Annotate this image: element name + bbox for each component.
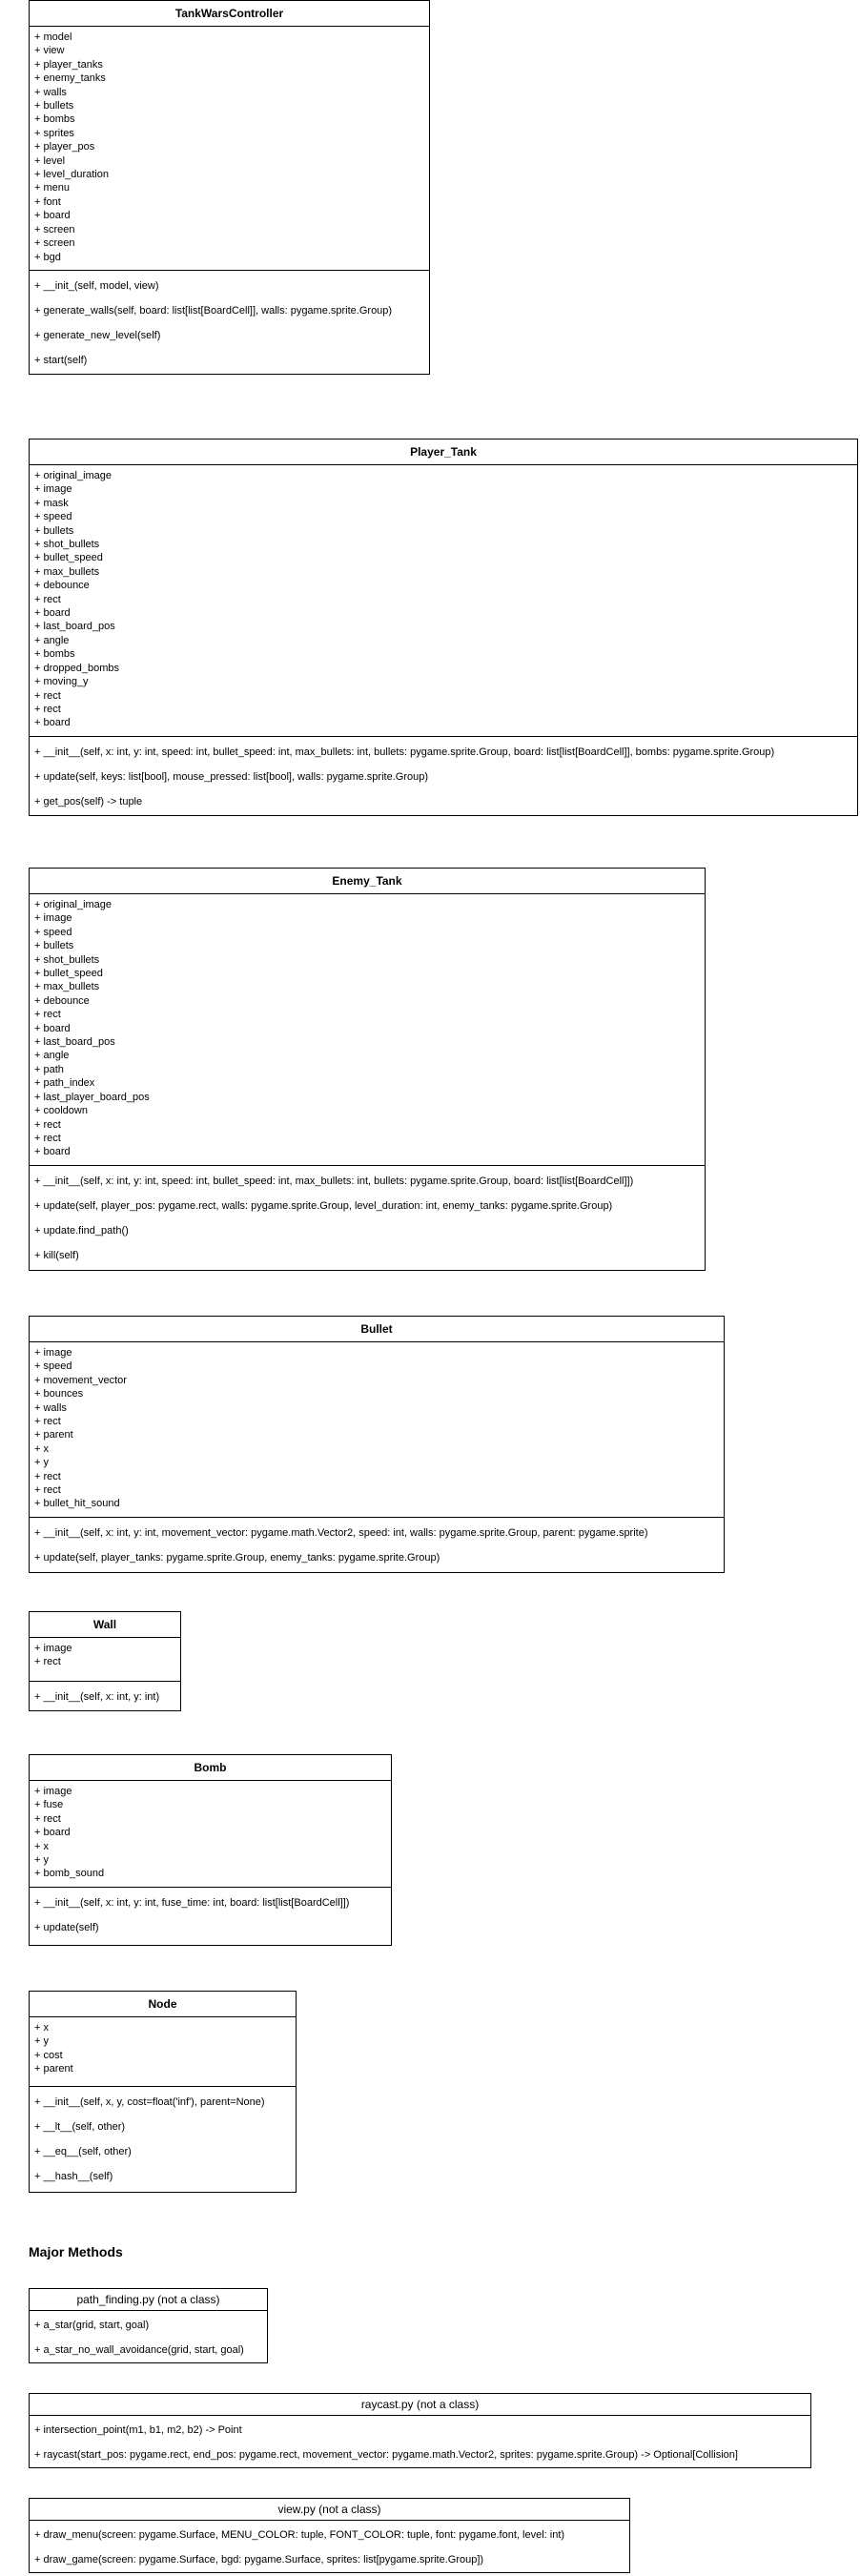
attribute-row: + bullet_hit_sound [34, 1498, 120, 1510]
attribute-row: + rect [34, 1484, 61, 1497]
attribute-row: + debounce [34, 580, 90, 592]
attribute-row: + player_tanks [34, 58, 103, 71]
module-name: view.py (not a class) [30, 2499, 629, 2521]
attribute-row: + board [34, 607, 71, 620]
attribute-row: + max_bullets [34, 565, 100, 578]
attribute-row: + bomb_sound [34, 1868, 105, 1880]
module-raycast [29, 2393, 811, 2468]
attribute-row: + board [34, 1146, 71, 1158]
attribute-row: + screen [34, 237, 75, 250]
method-list [30, 271, 429, 375]
attribute-list [30, 1638, 180, 1682]
method-row: + a_star(grid, start, goal) [34, 2320, 150, 2331]
attribute-row: + fuse [34, 1799, 64, 1811]
attribute-row: + dropped_bombs [34, 662, 119, 674]
attribute-row: + shot_bullets [34, 539, 100, 551]
module-view [29, 2498, 630, 2573]
attribute-row: + parent [34, 1429, 73, 1441]
class-bullet [29, 1316, 725, 1573]
attribute-row: + board [34, 1022, 71, 1034]
attribute-row: + board [34, 717, 71, 729]
method-row: + update.find_path() [34, 1224, 129, 1237]
class-name: Bullet [30, 1317, 724, 1342]
attribute-list [30, 27, 429, 271]
class-name: Node [30, 1992, 296, 2017]
method-list [30, 1682, 180, 1711]
attribute-list [30, 1781, 391, 1888]
class-wall [29, 1611, 181, 1711]
class-player-tank [29, 439, 858, 816]
attribute-row: + moving_y [34, 676, 89, 688]
attribute-list [30, 894, 705, 1166]
attribute-row: + speed [34, 1360, 72, 1373]
method-row: + kill(self) [34, 1249, 79, 1261]
method-row: + __init__(self, x: int, y: int, speed: int, bullet_speed: int, max_bullets: int, bullets: pygame.sprite.Group, board: list[list[BoardCell]]) [34, 1175, 634, 1187]
attribute-row: + level_duration [34, 169, 109, 181]
module-name: raycast.py (not a class) [30, 2394, 810, 2416]
attribute-row: + view [34, 45, 65, 57]
attribute-row: + rect [34, 1118, 61, 1131]
attribute-row: + image [34, 1786, 72, 1797]
attribute-row: + menu [34, 182, 70, 194]
attribute-row: + rect [34, 1812, 61, 1825]
attribute-row: + y [34, 2035, 49, 2048]
attribute-row: + movement_vector [34, 1374, 127, 1386]
attribute-row: + rect [34, 1009, 61, 1021]
attribute-row: + walls [34, 1401, 67, 1414]
attribute-row: + bounces [34, 1388, 84, 1400]
method-row: + __init__(self, x: int, y: int, fuse_time: int, board: list[list[BoardCell]]) [34, 1896, 350, 1909]
method-row: + update(self) [34, 1921, 99, 1933]
attribute-row: + shot_bullets [34, 953, 100, 966]
attribute-row: + walls [34, 86, 67, 98]
attribute-row: + player_pos [34, 141, 95, 153]
method-row: + __init__(self, x, y, cost=float('inf'), parent=None) [34, 2096, 265, 2108]
attribute-row: + debounce [34, 994, 90, 1007]
method-row: + __init__(self, x: int, y: int, movement_vector: pygame.math.Vector2, speed: int, walls: pygame.sprite.Group, parent: pygame.sprite) [34, 1526, 648, 1539]
attribute-row: + rect [34, 1656, 61, 1668]
attribute-row: + image [34, 483, 72, 496]
method-row: + start(self) [34, 354, 88, 366]
attribute-row: + bullet_speed [34, 552, 103, 564]
attribute-row: + bullets [34, 524, 74, 537]
attribute-row: + font [34, 195, 61, 208]
method-row: + __lt__(self, other) [34, 2120, 126, 2133]
attribute-row: + mask [34, 497, 69, 509]
attribute-row: + rect [34, 1416, 61, 1428]
method-row: + __init__(self, x: int, y: int, speed: int, bullet_speed: int, max_bullets: int, bullets: pygame.sprite.Group, board: list[list[BoardCell]], bombs: pygame.sprite.Group) [34, 746, 775, 758]
attribute-row: + board [34, 1827, 71, 1839]
attribute-row: + x [34, 2022, 49, 2034]
method-row: + __init__(self, x: int, y: int) [34, 1690, 160, 1703]
module-path-finding [29, 2288, 268, 2363]
class-name: Wall [30, 1612, 180, 1638]
attribute-row: + rect [34, 1132, 61, 1144]
attribute-row: + original_image [34, 470, 113, 481]
method-row: + draw_game(screen: pygame.Surface, bgd: pygame.Surface, sprites: list[pygame.sprite.Group]) [34, 2554, 484, 2566]
method-row: + a_star_no_wall_avoidance(grid, start, goal) [34, 2344, 244, 2356]
class-name: TankWarsController [30, 1, 429, 27]
method-row: + generate_new_level(self) [34, 329, 161, 341]
attribute-row: + speed [34, 511, 72, 523]
attribute-row: + y [34, 1854, 49, 1867]
major-methods-heading: Major Methods [29, 2244, 123, 2259]
method-row: + draw_menu(screen: pygame.Surface, MENU_COLOR: tuple, FONT_COLOR: tuple, font: pygame.font, level: int) [34, 2529, 565, 2541]
attribute-row: + x [34, 1840, 49, 1852]
attribute-row: + bombs [34, 113, 75, 126]
method-row: + update(self, player_pos: pygame.rect, walls: pygame.sprite.Group, level_duration: int, enemy_tanks: pygame.sprite.Group) [34, 1199, 613, 1212]
attribute-row: + max_bullets [34, 981, 100, 993]
method-list [30, 2521, 629, 2574]
method-list [30, 1166, 705, 1270]
method-list [30, 2087, 296, 2191]
attribute-row: + enemy_tanks [34, 72, 106, 85]
attribute-row: + x [34, 1442, 49, 1455]
attribute-row: + rect [34, 1470, 61, 1482]
attribute-row: + angle [34, 1050, 70, 1062]
class-name: Enemy_Tank [30, 869, 705, 894]
attribute-row: + y [34, 1457, 49, 1469]
method-row: + get_pos(self) -> tuple [34, 795, 143, 808]
attribute-row: + bgd [34, 251, 61, 263]
attribute-row: + speed [34, 926, 72, 938]
class-tankwarscontroller [29, 0, 430, 375]
attribute-row: + level [34, 154, 66, 167]
class-name: Player_Tank [30, 440, 857, 465]
attribute-row: + path_index [34, 1077, 95, 1090]
attribute-row: + image [34, 1347, 72, 1359]
attribute-row: + cooldown [34, 1105, 88, 1117]
attribute-row: + image [34, 1643, 72, 1654]
attribute-row: + parent [34, 2063, 73, 2075]
class-bomb [29, 1754, 392, 1946]
attribute-row: + bombs [34, 648, 75, 661]
attribute-row: + cost [34, 2049, 63, 2061]
attribute-row: + screen [34, 223, 75, 235]
method-list [30, 1888, 391, 1942]
method-list [30, 2416, 810, 2469]
method-row: + update(self, player_tanks: pygame.sprite.Group, enemy_tanks: pygame.sprite.Group) [34, 1551, 440, 1564]
attribute-list [30, 1342, 724, 1518]
attribute-row: + board [34, 210, 71, 222]
method-row: + __hash__(self) [34, 2170, 113, 2182]
attribute-row: + last_board_pos [34, 621, 115, 633]
attribute-row: + image [34, 912, 72, 925]
method-row: + __eq__(self, other) [34, 2145, 132, 2157]
attribute-list [30, 465, 857, 737]
method-row: + update(self, keys: list[bool], mouse_pressed: list[bool], walls: pygame.sprite.Group) [34, 770, 428, 783]
attribute-row: + bullets [34, 940, 74, 952]
module-name: path_finding.py (not a class) [30, 2289, 267, 2311]
method-row: + intersection_point(m1, b1, m2, b2) -> Point [34, 2424, 242, 2436]
method-row: + generate_walls(self, board: list[list[BoardCell]], walls: pygame.sprite.Group) [34, 304, 393, 317]
attribute-list [30, 2017, 296, 2087]
attribute-row: + last_board_pos [34, 1036, 115, 1049]
class-name: Bomb [30, 1755, 391, 1781]
attribute-row: + bullet_speed [34, 968, 103, 980]
method-list [30, 737, 857, 816]
method-row: + raycast(start_pos: pygame.rect, end_pos: pygame.rect, movement_vector: pygame.math.Vector2, sprites: pygame.sprite.Group) -> Optional[Collision] [34, 2449, 738, 2461]
class-node [29, 1991, 297, 2193]
method-list [30, 1518, 724, 1572]
method-list [30, 2311, 267, 2364]
attribute-row: + bullets [34, 100, 74, 112]
attribute-row: + path [34, 1063, 64, 1075]
attribute-row: + angle [34, 634, 70, 646]
attribute-row: + rect [34, 593, 61, 605]
attribute-row: + rect [34, 703, 61, 715]
attribute-row: + last_player_board_pos [34, 1091, 150, 1103]
method-row: + __init_(self, model, view) [34, 279, 159, 292]
attribute-row: + model [34, 31, 72, 43]
attribute-row: + sprites [34, 127, 74, 139]
attribute-row: + original_image [34, 899, 113, 910]
attribute-row: + rect [34, 689, 61, 702]
class-enemy-tank [29, 868, 706, 1271]
